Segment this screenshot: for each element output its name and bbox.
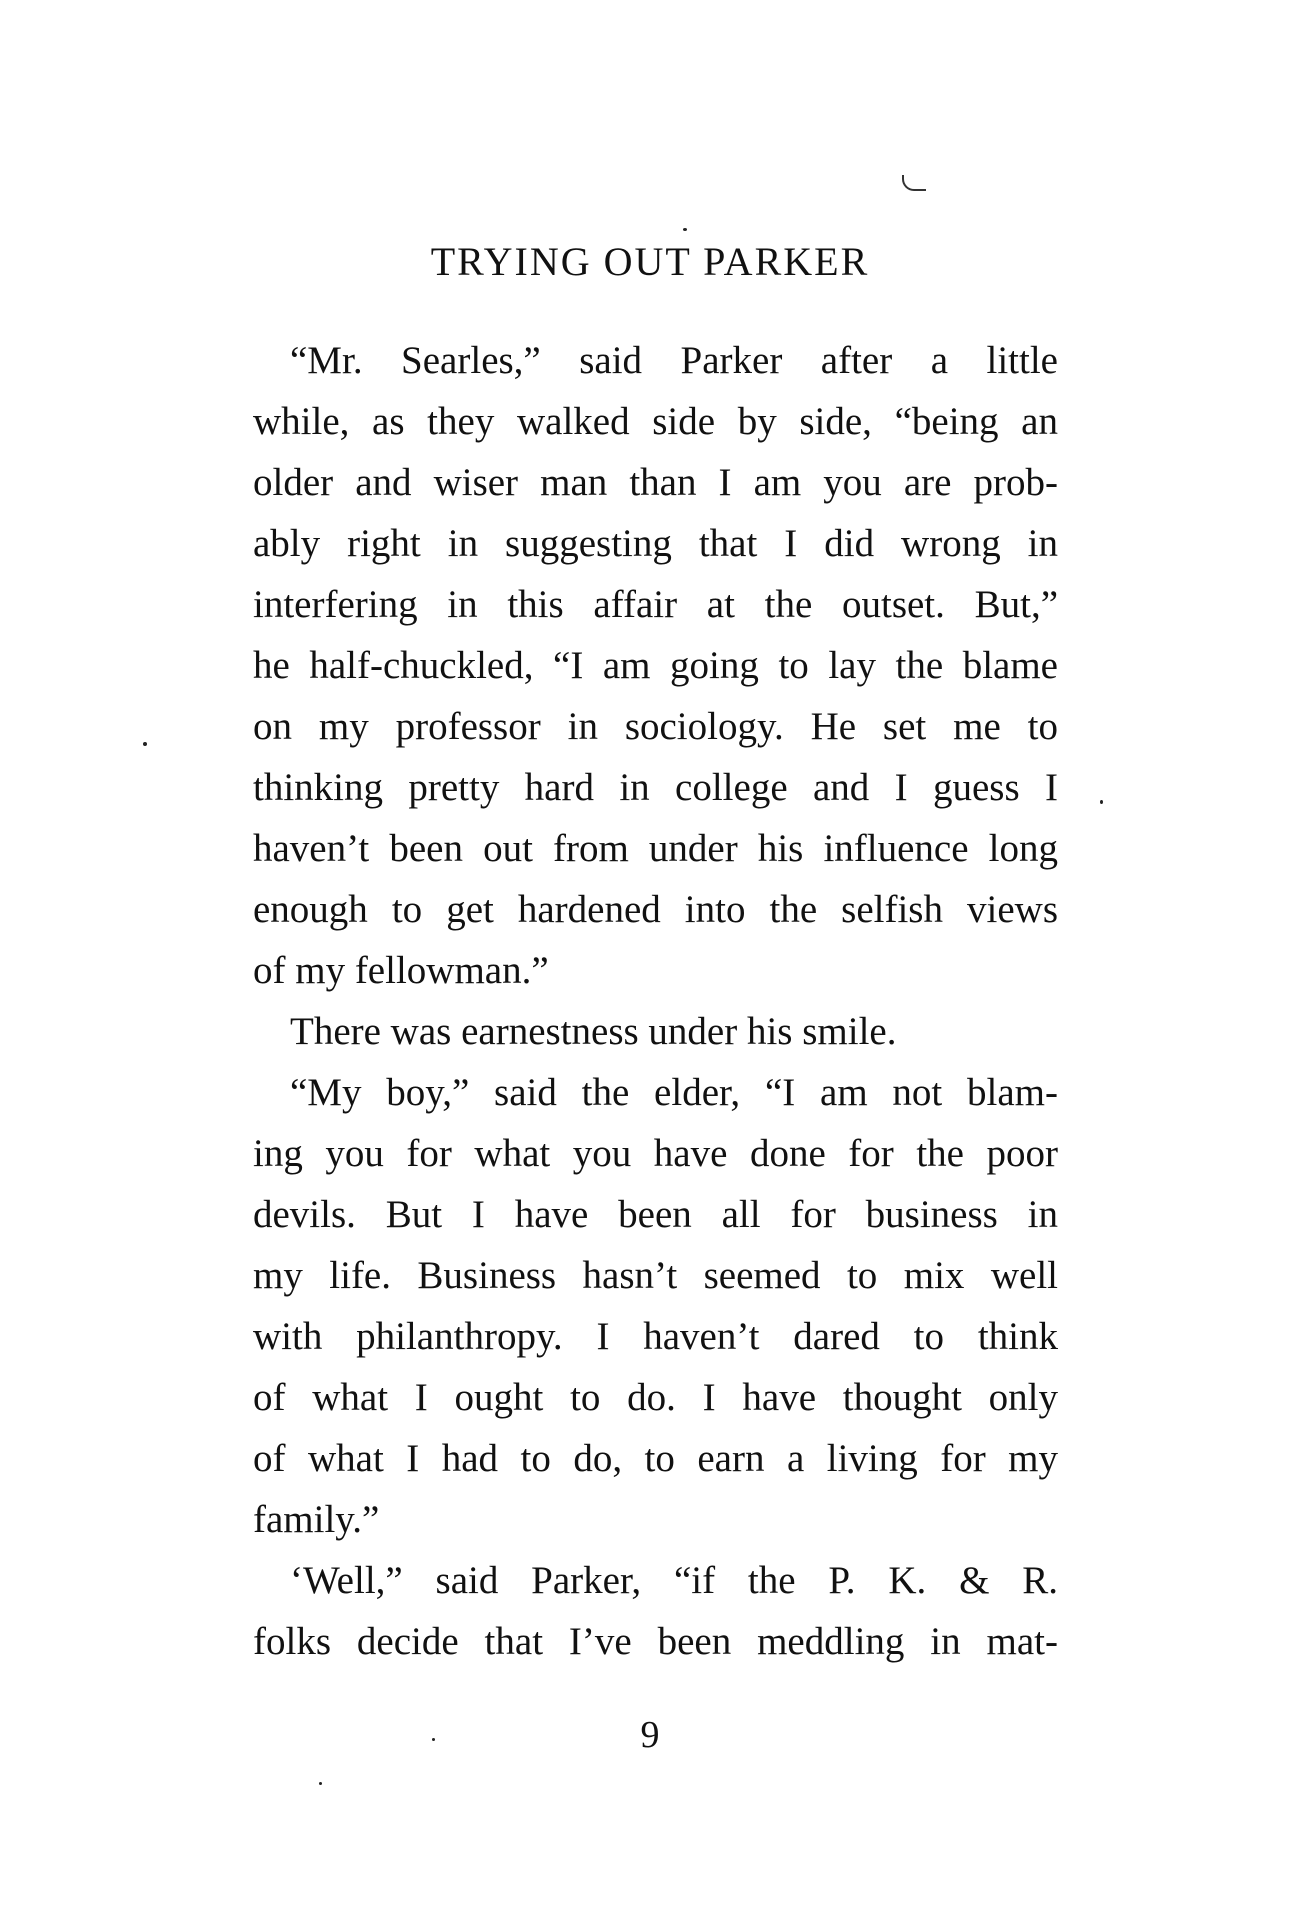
text-line: of what I ought to do. I have thought only	[253, 1376, 1058, 1419]
text-line: he half-chuckled, “I am going to lay the blame	[253, 644, 1058, 687]
text-line: my life. Business hasn’t seemed to mix well	[253, 1254, 1058, 1297]
text-line: ‘Well,” said Parker, “if the P. K. & R.	[290, 1559, 1058, 1602]
text-line: with philanthropy. I haven’t dared to think	[253, 1315, 1058, 1358]
running-head: TRYING OUT PARKER	[430, 239, 870, 284]
text-line: “My boy,” said the elder, “I am not blam-	[290, 1071, 1058, 1114]
body-text	[253, 330, 1058, 1672]
text-line: while, as they walked side by side, “being an	[253, 400, 1058, 443]
text-line: ably right in suggesting that I did wrong in	[253, 522, 1058, 565]
text-line: of what I had to do, to earn a living for my	[253, 1437, 1058, 1480]
margin-pencil-mark	[902, 175, 926, 191]
print-speck	[143, 742, 147, 746]
text-line: “Mr. Searles,” said Parker after a little	[290, 339, 1058, 382]
page-number: 9	[640, 1714, 660, 1756]
print-speck	[319, 1782, 322, 1785]
text-line: on my professor in sociology. He set me to	[253, 705, 1058, 748]
text-line: haven’t been out from under his influence long	[253, 827, 1058, 870]
text-line: older and wiser man than I am you are prob-	[253, 461, 1058, 504]
print-speck	[1100, 800, 1103, 804]
text-line: devils. But I have been all for business in	[253, 1193, 1058, 1236]
text-line: enough to get hardened into the selfish views	[253, 888, 1058, 931]
text-line: family.”	[253, 1498, 380, 1541]
text-line: folks decide that I’ve been meddling in mat-	[253, 1620, 1058, 1663]
text-line: ing you for what you have done for the poor	[253, 1132, 1058, 1175]
text-line: thinking pretty hard in college and I guess I	[253, 766, 1058, 809]
text-line: interfering in this affair at the outset. But,”	[253, 583, 1058, 626]
print-speck	[683, 228, 687, 231]
text-line: of my fellowman.”	[253, 949, 549, 992]
text-line: There was earnestness under his smile.	[290, 1010, 897, 1053]
